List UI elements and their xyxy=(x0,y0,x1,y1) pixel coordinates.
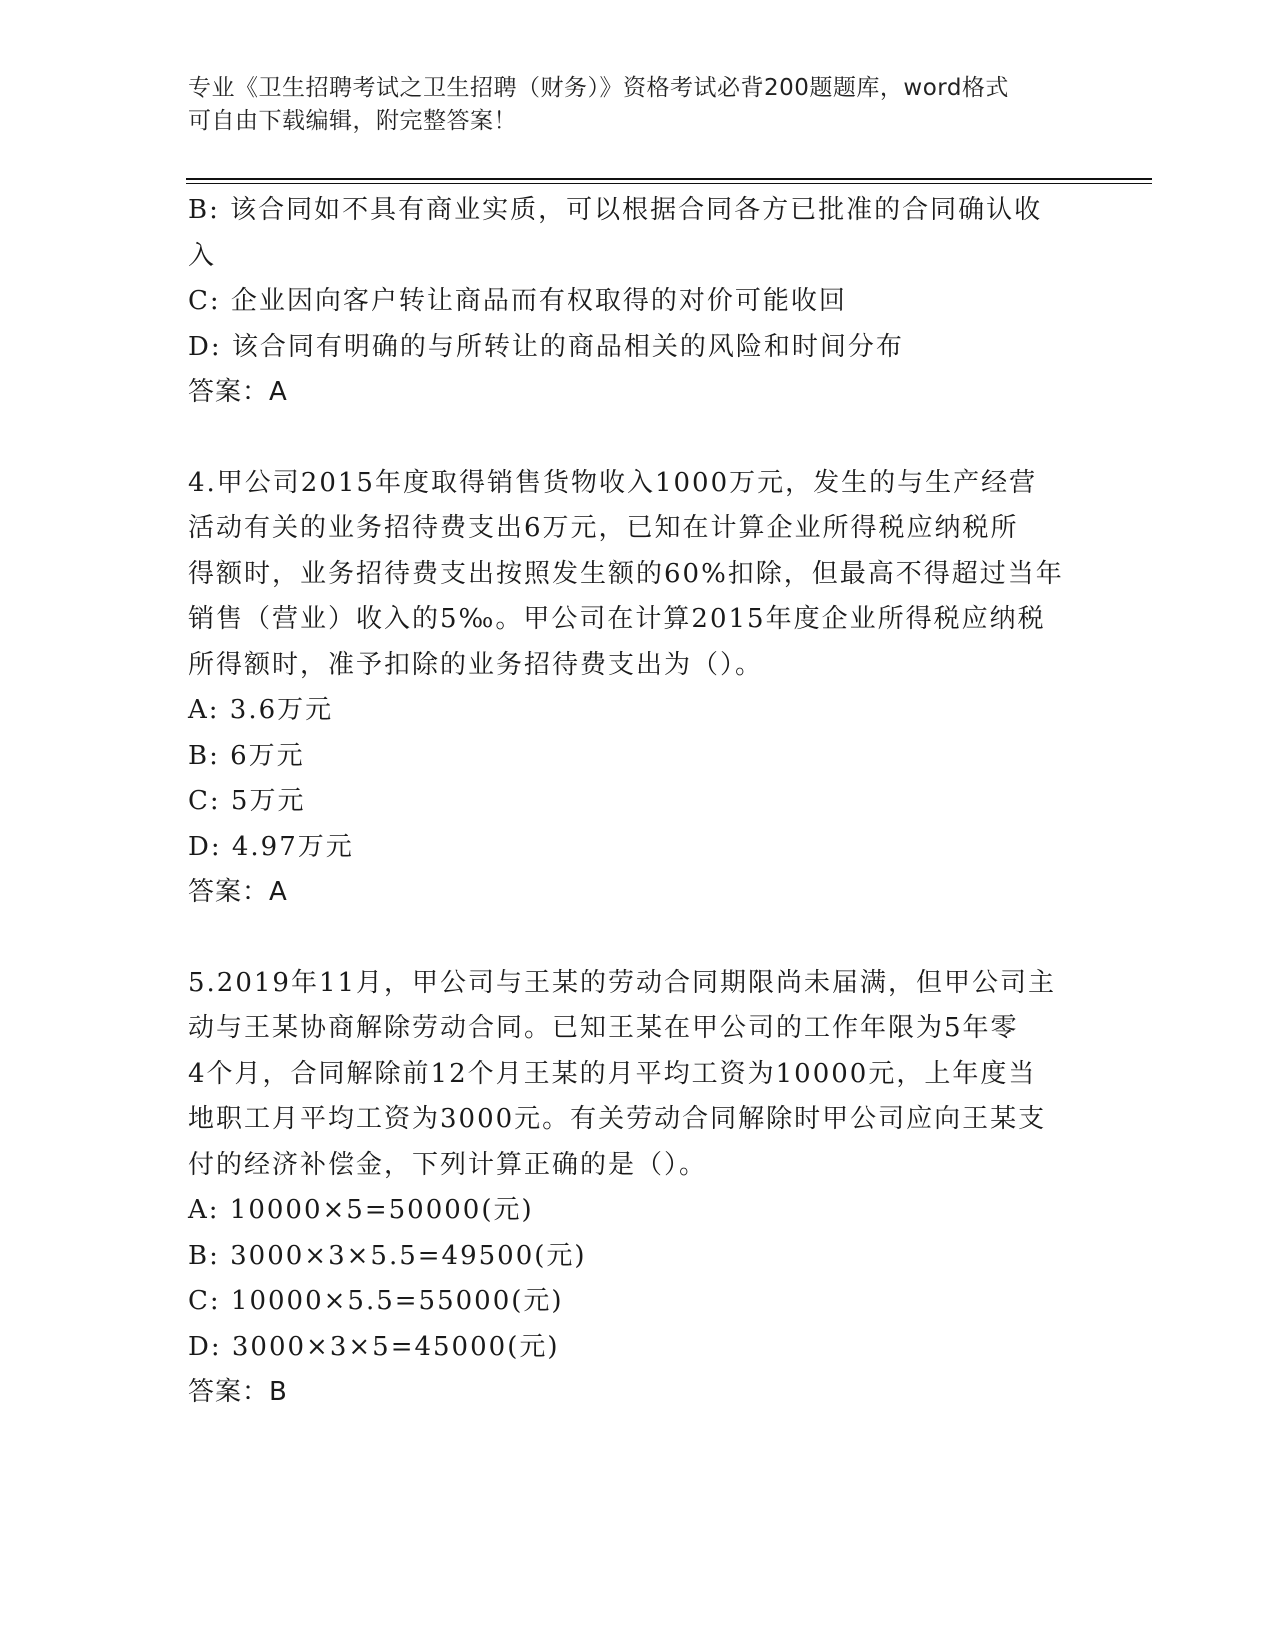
q4-stem-line-4: 销售（营业）收入的5‰。甲公司在计算2015年度企业所得税应纳税 xyxy=(188,604,1046,634)
q5-answer: 答案：B xyxy=(188,1377,288,1407)
question-3-block xyxy=(188,188,1088,416)
q5-stem-line-2: 动与王某协商解除劳动合同。已知王某在甲公司的工作年限为5年零 xyxy=(188,1013,1019,1043)
q4-stem-line-5: 所得额时，准予扣除的业务招待费支出为（）。 xyxy=(188,649,764,680)
q5-stem-line-3: 4个月，合同解除前12个月王某的月平均工资为10000元，上年度当 xyxy=(188,1058,1037,1089)
q5-option-d: D: 3000×3×5=45000(元) xyxy=(188,1331,560,1362)
question-content xyxy=(188,188,1088,1416)
q4-stem-line-1: 4.甲公司2015年度取得销售货物收入1000万元，发生的与生产经营 xyxy=(188,467,1038,498)
question-4-block xyxy=(188,461,1088,916)
q4-option-b: B: 6万元 xyxy=(188,740,305,771)
q4-option-a: A: 3.6万元 xyxy=(188,695,334,725)
q4-option-c: C: 5万元 xyxy=(188,786,306,816)
q3-option-b-line-1: B: 该合同如不具有商业实质，可以根据合同各方已批准的合同确认收 xyxy=(188,195,1043,225)
q5-option-c: C: 10000×5.5=55000(元) xyxy=(188,1286,564,1316)
q5-option-b: B: 3000×3×5.5=49500(元) xyxy=(188,1240,587,1271)
q4-answer: 答案：A xyxy=(188,877,288,907)
header-divider-thin xyxy=(186,183,1152,184)
q5-stem-line-1: 5.2019年11月，甲公司与王某的劳动合同期限尚未届满，但甲公司主 xyxy=(188,967,1057,998)
q5-option-a: A: 10000×5=50000(元) xyxy=(188,1195,534,1225)
header-title-line-2: 可自由下载编辑，附完整答案！ xyxy=(188,108,517,134)
q3-option-d: D: 该合同有明确的与所转让的商品相关的风险和时间分布 xyxy=(188,331,904,362)
header-divider-thick xyxy=(186,178,1152,180)
spacer xyxy=(188,416,1088,461)
document-header xyxy=(188,72,1068,138)
q3-answer: 答案：A xyxy=(188,377,288,407)
q3-option-b-line-2: 入 xyxy=(188,240,217,271)
q5-stem-line-5: 付的经济补偿金，下列计算正确的是（）。 xyxy=(188,1149,708,1180)
question-5-block xyxy=(188,961,1088,1416)
q4-stem-line-3: 得额时，业务招待费支出按照发生额的60%扣除，但最高不得超过当年 xyxy=(188,558,1064,589)
spacer xyxy=(188,916,1088,961)
q3-option-c: C: 企业因向客户转让商品而有权取得的对价可能收回 xyxy=(188,286,847,316)
q4-stem-line-2: 活动有关的业务招待费支出6万元，已知在计算企业所得税应纳税所 xyxy=(188,513,1019,543)
header-title-line-1: 专业《卫生招聘考试之卫生招聘（财务）》资格考试必背200题题库，word格式 xyxy=(188,75,1009,101)
q5-stem-line-4: 地职工月平均工资为3000元。有关劳动合同解除时甲公司应向王某支 xyxy=(188,1104,1047,1134)
q4-option-d: D: 4.97万元 xyxy=(188,831,354,862)
